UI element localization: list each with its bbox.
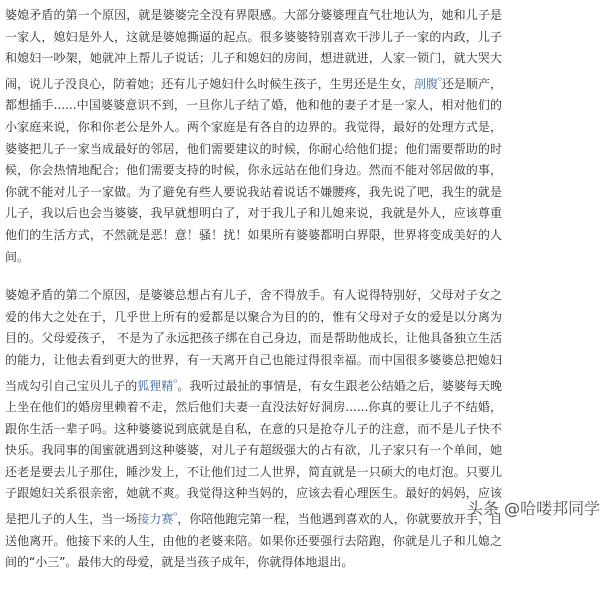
paragraph-text: ，你陪他跑完第一程，当他遇到喜欢的人，你就要放开手，目送他离开。他接下来的人生，由他的老婆来陪。如果你还要强行去陪跑，你就是儿子和儿媳之间的“小三”。最伟大的母爱，就是当孩子成年，你就得体地退出。 [5, 512, 502, 570]
paragraph-text: 婆媳矛盾的第一个原因，就是婆婆完全没有界限感。大部分婆婆理直气壮地认为，她和儿子是一家人，媳妇是外人，这就是婆媳撕逼的起点。很多婆婆特别喜欢干涉儿子一家的内政，儿子和媳妇一吵架，她就冲上帮儿子说话；儿子和媳妇的房间，想进就进，人家一锁门，就大哭大闹，说儿子没良心，防着她；还有儿子媳妇什么时候生孩子，生男还是生女， [5, 8, 502, 91]
keyword-link-pouf[interactable] [414, 77, 442, 91]
search-icon: ᴼ [173, 511, 178, 521]
paragraph-text: 。我听过最扯的事情是，有女生跟老公结婚之后，婆婆每天晚上坐在他们的婚房里赖着不走，然后他们夫妻一直没法好好洞房......你真的要让儿子不结婚，跟你生活一辈子吗。这种婆婆说到底就是自私，在意的只是抢夺儿子的注意，而不是儿子快不快乐。我同事的闺蜜就遇到这种婆婆，对儿子有超级强大的占有欲，儿子家只有一个单间，她还老是要去儿子那住，睡沙发上，不让他们过二人世界，简直就是一只硕大的电灯泡。只要儿子跟媳妇关系很亲密，她就不爽。我觉得这种当妈的，应该去看心理医生。最好的妈妈，应该是把儿子的人生，当一场 [5, 378, 502, 527]
paragraph-2 [5, 285, 502, 574]
article-body [5, 5, 502, 591]
watermark: 头条 @哈喽邦同学 [467, 499, 600, 518]
paragraph-1 [5, 5, 502, 268]
link-label: 接力赛 [137, 512, 174, 527]
search-icon: ᴼ [437, 75, 442, 85]
paragraph-text: 婆媳矛盾的第二个原因，是婆婆总想占有儿子，舍不得放手。有人说得特别好，父母对子女之爱的伟大之处在于，几乎世上所有的爱都是以聚合为目的的，惟有父母对子女的爱是以分离为目的。父母爱孩子， 不是为了永远把孩子绑在自己身边，而是帮助他成长，让他具备独立生活的能力，让他去看到更大的世界，有一天离开自己也能过得很幸福。而中国很多婆婆总把媳妇当成勾引自己宝贝儿子的 [5, 288, 502, 393]
link-label: 狐狸精 [137, 378, 174, 393]
keyword-link-huli[interactable] [137, 379, 177, 393]
keyword-link-jielisai[interactable] [137, 512, 177, 526]
link-label: 剖腹 [413, 76, 438, 91]
paragraph-text: 还是顺产，都想插手......中国婆婆意识不到，一旦你儿子结了婚，他和他的妻子才是一家人，相对他们的小家庭来说，你和你老公是外人。两个家庭是有各自的边界的。我觉得，最好的处理方式是，婆婆把儿子一家当成最好的邻居，他们需要建议的时候，你耐心给他们提；他们需要帮助的时候，你会热情地配合；他们需要支持的时候，你永远站在他们身边。然而不能对邻居做的事，你就不能对儿子一家做。为了避免有些人要说我站着说话不嫌腰疼，我先说了吧，我生的就是儿子，我以后也会当婆婆，我早就想明白了，对于我儿子和儿媳来说，我就是外人，应该尊重他们的生活方式，不然就是恶！意！骚！扰！如果所有婆婆都明白界限，世界将变成美好的人间。 [5, 76, 502, 264]
search-icon: ᴼ [173, 377, 178, 387]
